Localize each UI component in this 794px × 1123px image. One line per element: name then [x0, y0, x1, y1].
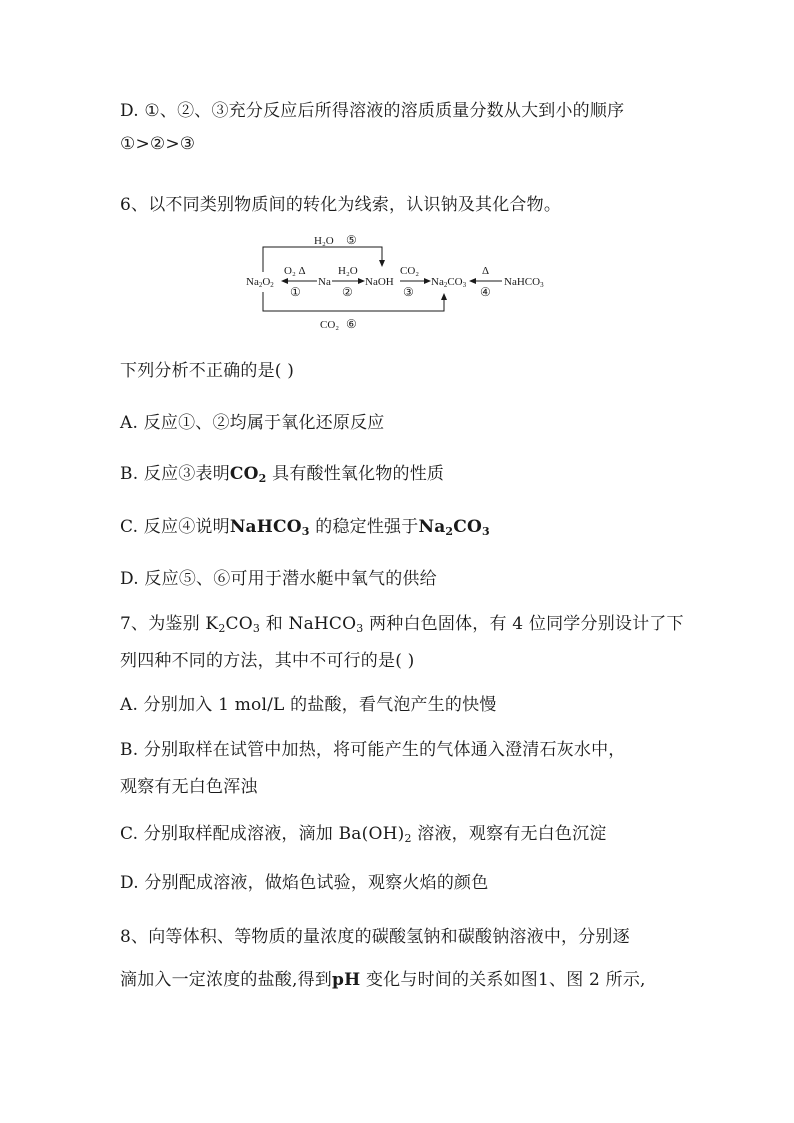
- arrow-r5: [263, 247, 382, 272]
- r2-reagent: H₂O: [338, 265, 358, 277]
- node-nahco3: NaHCO3: [504, 276, 544, 289]
- q6-option-c: C. 反应④说明NaHCO$_3$ 的稳定性强于$Na_2CO_3$: [120, 517, 490, 538]
- q6-option-a: A. 反应①、②均属于氧化还原反应: [120, 413, 385, 433]
- q7-stem-line1: 7、为鉴别 $K_2CO_3$ 和 NaHCO$_3$ 两种白色固体，有 4 位同学分别设计了下: [120, 614, 684, 635]
- q7-option-d: D. 分别配成溶液，做焰色试验，观察火焰的颜色: [120, 873, 489, 893]
- q6-stem: 6、以不同类别物质间的转化为线索，认识钠及其化合物。: [120, 195, 562, 215]
- node-na2co3: Na2CO3: [431, 276, 467, 289]
- r3-reagent: CO₂: [400, 265, 420, 277]
- q6-option-d: D. 反应⑤、⑥可用于潜水艇中氧气的供给: [120, 569, 437, 589]
- node-na2o2: Na2O2: [246, 276, 274, 289]
- r4-reagent: Δ: [482, 265, 490, 277]
- r1-reagent: O₂ Δ: [284, 265, 306, 277]
- r5-number: ⑤: [346, 233, 357, 247]
- q7-option-b-line1: B. 分别取样在试管中加热，将可能产生的气体通入澄清石灰水中，: [120, 740, 626, 760]
- r4-number: ④: [480, 285, 491, 299]
- q7-stem-line2: 列四种不同的方法，其中不可行的是( ): [120, 651, 415, 671]
- r6-reagent: CO₂: [320, 319, 340, 331]
- q8-line2: 滴加入一定浓度的盐酸,得到pH 变化与时间的关系如图1、图 2 所示,: [120, 970, 646, 990]
- node-na: Na: [318, 276, 331, 288]
- r6-number: ⑥: [346, 317, 357, 331]
- q8-line1: 8、向等体积、等物质的量浓度的碳酸氢钠和碳酸钠溶液中，分别逐: [120, 927, 630, 947]
- r5-reagent: H₂O: [314, 235, 334, 247]
- sodium-conversion-diagram: [240, 228, 560, 336]
- q7-option-a: A. 分别加入 1 mol/L 的盐酸，看气泡产生的快慢: [120, 695, 497, 715]
- q6-question: 下列分析不正确的是( ): [120, 361, 295, 381]
- q7-option-b-line2: 观察有无白色浑浊: [120, 777, 258, 797]
- q5-option-d-line2: ①>②>③: [120, 134, 196, 154]
- r2-number: ②: [342, 285, 353, 299]
- r1-number: ①: [290, 285, 301, 299]
- q7-option-c: C. 分别取样配成溶液，滴加 $Ba(OH)_2$ 溶液，观察有无白色沉淀: [120, 824, 607, 845]
- q5-option-d-line1: D. ①、②、③充分反应后所得溶液的溶质质量分数从大到小的顺序: [120, 101, 625, 121]
- r3-number: ③: [403, 285, 414, 299]
- q6-option-b: B. 反应③表明$CO_2$ 具有酸性氧化物的性质: [120, 464, 445, 485]
- node-naoh: NaOH: [365, 276, 394, 288]
